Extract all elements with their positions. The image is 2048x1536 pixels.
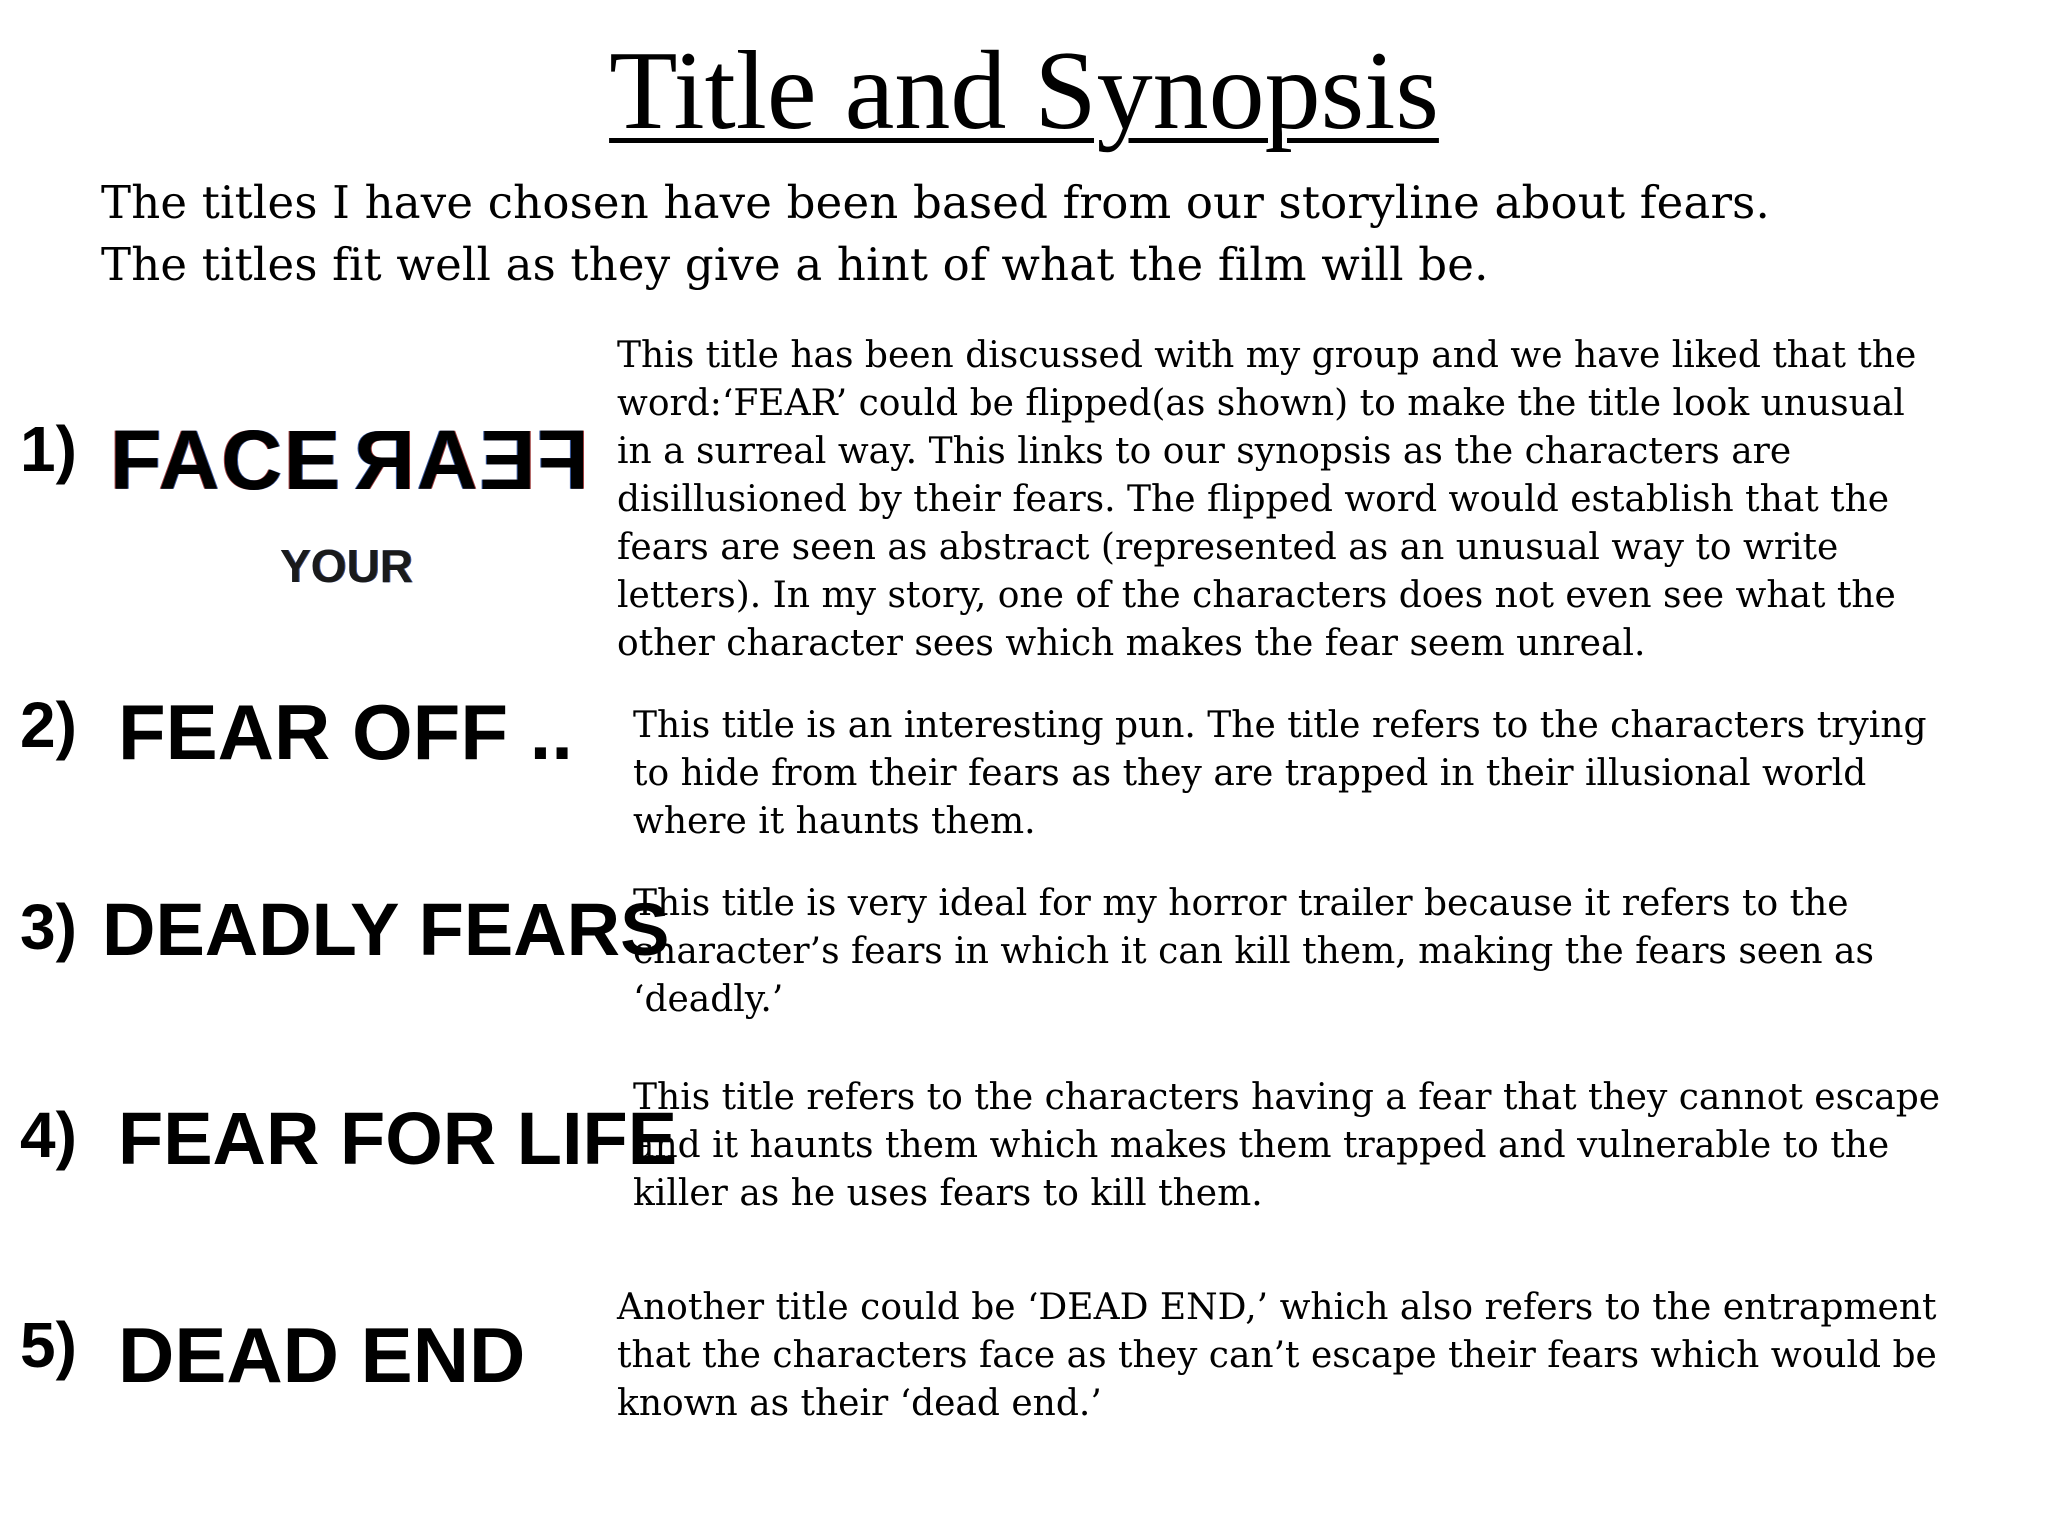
description-line: to hide from their fears as they are trapped in their illusional world	[633, 753, 1867, 794]
description-line: This title has been discussed with my group and we have liked that the	[617, 335, 1917, 376]
description-line: This title is very ideal for my horror trailer because it refers to the	[633, 883, 1849, 924]
description-line: in a surreal way. This links to our synopsis as the characters are	[617, 431, 1792, 472]
logo-word-fear-flipped: FEAR	[352, 413, 589, 507]
description-line: character’s fears in which it can kill them, making the fears seen as	[633, 931, 1874, 972]
description-line: and it haunts them which makes them trapped and vulnerable to the	[633, 1125, 1890, 1166]
title-3-description	[633, 880, 2048, 1024]
description-line: that the characters face as they can’t escape their fears which would be	[617, 1335, 1937, 1376]
description-line: This title refers to the characters having a fear that they cannot escape	[633, 1077, 1941, 1118]
description-line: where it haunts them.	[633, 801, 1036, 842]
description-line: killer as he uses fears to kill them.	[633, 1173, 1263, 1214]
page-title-text: Title and Synopsis	[609, 29, 1439, 153]
title-3-name: DEADLY FEARS	[102, 888, 670, 971]
intro-line: The titles fit well as they give a hint of what the film will be.	[101, 238, 1489, 291]
description-line: letters). In my story, one of the characters does not even see what the	[617, 575, 1896, 616]
description-line: other character sees which makes the fear seem unreal.	[617, 623, 1646, 664]
description-line: disillusioned by their fears. The flipped word would establish that the	[617, 479, 1890, 520]
title-3-number: 3)	[20, 891, 77, 963]
title-2-number: 2)	[20, 689, 77, 761]
logo-word-your: YOUR	[280, 540, 413, 592]
title-1-description	[617, 332, 2037, 668]
title-1-number: 1)	[20, 413, 77, 485]
title-4-number: 4)	[20, 1099, 77, 1171]
intro-paragraph	[101, 172, 2001, 296]
description-line: This title is an interesting pun. The title refers to the characters trying	[633, 705, 1927, 746]
intro-line: The titles I have chosen have been based from our storyline about fears.	[101, 176, 1770, 229]
title-2-description	[633, 702, 2048, 846]
title-1-logo	[110, 410, 590, 610]
description-line: Another title could be ‘DEAD END,’ which also refers to the entrapment	[617, 1287, 1937, 1328]
page-title	[0, 26, 2048, 156]
title-4-name: FEAR FOR LIFE	[118, 1097, 678, 1180]
title-5-name: DEAD END	[118, 1311, 526, 1399]
description-line: fears are seen as abstract (represented as an unusual way to write	[617, 527, 1839, 568]
logo-word-face: FACE	[110, 413, 343, 507]
title-5-number: 5)	[20, 1309, 77, 1381]
title-5-description	[617, 1284, 2037, 1428]
title-2-name: FEAR OFF ..	[118, 688, 573, 776]
title-4-description	[633, 1074, 2048, 1218]
description-line: known as their ‘dead end.’	[617, 1383, 1102, 1424]
description-line: word:‘FEAR’ could be flipped(as shown) to make the title look unusual	[617, 383, 1905, 424]
description-line: ‘deadly.’	[633, 979, 784, 1020]
